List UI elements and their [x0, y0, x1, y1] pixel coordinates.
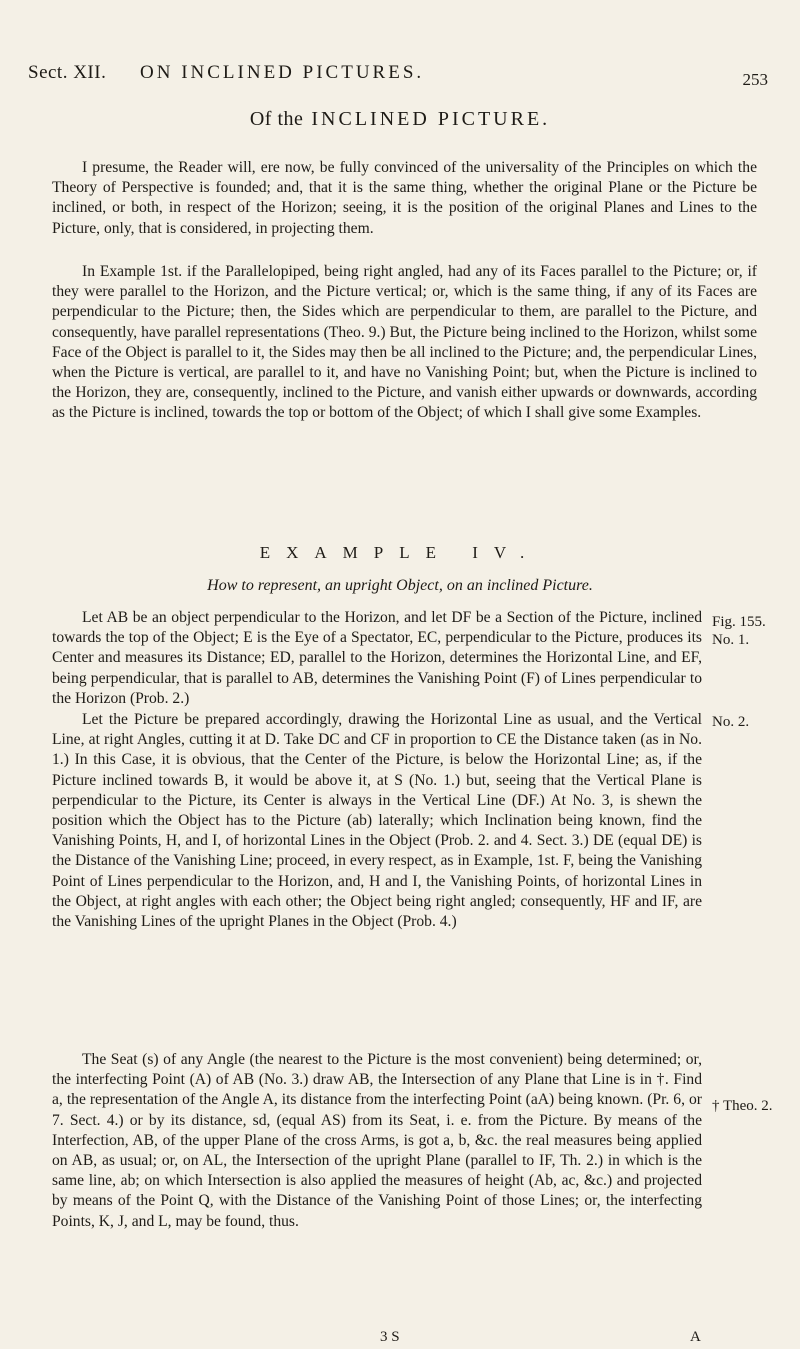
- margin-note-figure: [712, 613, 792, 649]
- example-setup-paragraph: Let AB be an object perpendicular to the Horizon, and let DF be a Section of the Picture, inclined towards the top of the Object; E is the Eye of a Spectator, EC, perpendicular to the Picture, produces its Center and measures its Distance; ED, parallel to the Horizon, determines the Horizontal Line, and EF, being perpendicular, that is parallel to AB, determines the Vanishing Point (F) of Lines perpendicular to the Horizon (Prob. 2.): [52, 609, 702, 707]
- example-reference-paragraph: In Example 1st. if the Parallelopiped, being right angled, had any of its Faces parallel to the Picture; or, if they were parallel to the Horizon, and the Picture vertical; or, which is the same thing, if any of its Faces are perpendicular to the Picture; then, the Sides which are perpendicular to them, are parallel to the Picture, and consequently, have parallel representations (Theo. 9.) But, the Picture being inclined to the Horizon, whilst some Face of the Object is parallel to it, the Sides may then be all inclined to the Picture; and, the perpendicular Lines, when the Picture is vertical, are parallel to it, and have no Vanishing Point; but, when the Picture is inclined to the Horizon, they are, consequently, inclined to the Picture, and vanish either upwards or downwards, according as the Picture is inclined, towards the top or bottom of the Object; of which I shall give some Examples.: [52, 263, 757, 422]
- catchword: A: [690, 1329, 701, 1345]
- chapter-title: [0, 108, 800, 131]
- number-reference-1: No. 1.: [712, 632, 750, 648]
- picture-preparation-paragraph: Let the Picture be prepared accordingly, drawing the Horizontal Line as usual, and the Vertical Line, at right Angles, cutting it at D. Take DC and CF in proportion to CE the Distance taken (as in No. 1.) In this Case, it is obvious, that the Center of the Picture, is below the Horizontal Line; as, if the Picture inclined towards B, it would be above it, at S (No. 1.) but, seeing that the Vertical Plane is perpendicular to the Picture, its Center is always in the Vertical Line (DF.) At No. 3, is shewn the position which the Object has to the Picture (ab) laterally; which Inclination being known, find the Vanishing Points, H, and I, of horizontal Lines in the Object (Prob. 2. and 4. Sect. 3.) DE (equal DE) is the Distance of the Vanishing Line; proceed, in every respect, as in Example, 1st. F, being the Vanishing Point of Lines perpendicular to the Horizon, and, H and I, the Vanishing Points, of horizontal Lines in the Object, at right angles with each other; the Object being right angled; consequently, HF and IF, are the Vanishing Lines of the upright Planes in the Object (Prob. 4.): [52, 711, 702, 931]
- theorem-footnote: † Theo. 2.: [712, 1098, 773, 1114]
- number-reference-2: No. 2.: [712, 714, 750, 730]
- figure-reference: Fig. 155.: [712, 614, 766, 630]
- page-number: 253: [742, 70, 768, 89]
- running-head: [28, 62, 768, 90]
- section-number: Sect. XII.: [28, 62, 107, 83]
- chapter-title-prefix: Of the: [249, 108, 304, 130]
- running-title: ON INCLINED PICTURES.: [140, 62, 425, 83]
- signature-mark: 3 S: [380, 1329, 400, 1345]
- seat-determination-paragraph: The Seat (s) of any Angle (the nearest to the Picture is the most convenient) being determined; or, the interfecting Point (A) of AB (No. 3.) draw AB, the Intersection of any Plane that Line is in †. Find a, the representation of the Angle A, its distance from the interfecting Point (aA) being known. (Pr. 6, or 7. Sect. 4.) or by its distance, sd, (equal AS) from its Seat, i. e. from the Picture. By means of the Interfection, AB, of the upper Plane of the cross Arms, is got a, b, &c. the real measures being applied on AB, as usual; or, on AL, the Intersection of the upright Plane (parallel to IF, Th. 2.) in which is the same line, ab; on which Intersection is also applied the measures of height (Ab, ac, &c.) and projected by means of the Point Q, with the Distance of the Vanishing Point of those Lines; or, the interfecting Points, K, J, and L, may be found, thus.: [52, 1051, 702, 1230]
- chapter-title-main: INCLINED PICTURE.: [311, 108, 551, 130]
- example-subtitle: How to represent, an upright Object, on an inclined Picture.: [207, 577, 593, 594]
- example-heading: EXAMPLE IV.: [259, 543, 541, 562]
- intro-paragraph: I presume, the Reader will, ere now, be fully convinced of the universality of the Principles on which the Theory of Perspective is founded; and, that it is the same thing, whether the original Plane or the Picture be inclined, or both, in respect of the Horizon; seeing, it is the position of the original Planes and Lines to the Picture, only, that is considered, in projecting them.: [52, 159, 757, 237]
